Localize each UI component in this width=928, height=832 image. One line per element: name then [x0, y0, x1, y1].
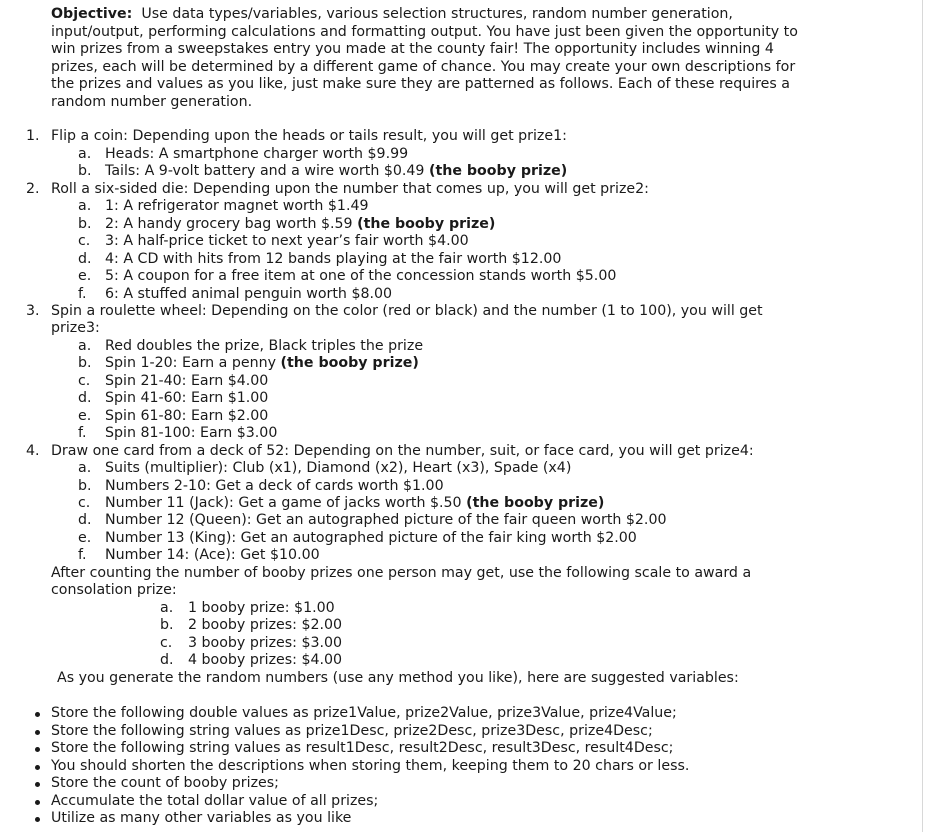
list-item-text: prize3: — [51, 320, 100, 336]
list-item-number: 3. — [26, 303, 40, 319]
subitem-text: Spin 41-60: Earn $1.00 — [105, 390, 269, 406]
subitem-marker: a. — [78, 198, 92, 214]
subitem-text: Spin 61-80: Earn $2.00 — [105, 408, 269, 424]
bullet-item: Store the following string values as prize1Desc, prize2Desc, prize3Desc, prize4Desc; — [51, 723, 653, 739]
subitem-text: 5: A coupon for a free item at one of the concession stands worth $5.00 — [105, 268, 617, 284]
subitem-marker: a. — [78, 338, 92, 354]
objective-line: random number generation. — [51, 93, 253, 110]
subitem-marker: b. — [78, 355, 92, 371]
objective-line: prizes, each will be determined by a different game of chance. You may create your own descriptions for — [51, 58, 796, 75]
consolation-text: After counting the number of booby prizes one person may get, use the following scale to award a — [51, 565, 752, 581]
subitem-text: 6: A stuffed animal penguin worth $8.00 — [105, 286, 393, 302]
bullet-item: Store the count of booby prizes; — [51, 775, 279, 791]
subitem-text: Number 11 (Jack): Get a game of jacks worth $.50 (the booby prize) — [105, 495, 605, 511]
subitem-marker: f. — [78, 425, 87, 441]
bullet-dot — [35, 817, 40, 822]
booby-prize-label: (the booby prize) — [357, 216, 496, 232]
subitem-marker: f. — [78, 547, 87, 563]
subitem-marker: e. — [78, 268, 92, 284]
list-item-text: Roll a six-sided die: Depending upon the number that comes up, you will get prize2: — [51, 181, 649, 197]
objective-text: Use data types/variables, various selection structures, random number generation, — [141, 6, 733, 22]
subitem-text: 1: A refrigerator magnet worth $1.49 — [105, 198, 369, 214]
subitem-marker: c. — [78, 373, 91, 389]
subitem-marker: d. — [78, 251, 92, 267]
consolation-marker: d. — [160, 652, 174, 668]
subitem-text: Red doubles the prize, Black triples the prize — [105, 338, 424, 354]
subitem-marker: d. — [78, 512, 92, 528]
subitem-marker: a. — [78, 146, 92, 162]
page-right-border — [922, 0, 923, 832]
objective-line: the prizes and values as you like, just make sure they are patterned as follows. Each of these requires a — [51, 76, 790, 92]
subitem-text: Number 14: (Ace): Get $10.00 — [105, 547, 320, 563]
bullet-item: Store the following string values as result1Desc, result2Desc, result3Desc, result4Desc; — [51, 740, 674, 756]
subitem-marker: b. — [78, 163, 92, 179]
booby-prize-label: (the booby prize) — [428, 163, 568, 179]
bullet-item: Utilize as many other variables as you like — [51, 810, 352, 826]
consolation-item: 1 booby prize: $1.00 — [188, 600, 335, 616]
subitem-text: Spin 1-20: Earn a penny (the booby prize) — [105, 355, 419, 371]
consolation-item: 4 booby prizes: $4.00 — [188, 652, 343, 668]
subitem-text: Spin 81-100: Earn $3.00 — [105, 425, 278, 441]
suggested-variables-intro: As you generate the random numbers (use any method you like), here are suggested variables: — [57, 670, 739, 686]
subitem-text: 2: A handy grocery bag worth $.59 (the booby prize) — [105, 216, 496, 232]
subitem-text: Numbers 2-10: Get a deck of cards worth $1.00 — [105, 478, 444, 494]
consolation-marker: b. — [160, 617, 174, 633]
consolation-item: 2 booby prizes: $2.00 — [188, 617, 343, 633]
list-item-text: Flip a coin: Depending upon the heads or tails result, you will get prize1: — [51, 128, 567, 144]
bullet-item: Accumulate the total dollar value of all prizes; — [51, 793, 379, 809]
list-item-number: 2. — [26, 181, 40, 197]
list-item-text: Draw one card from a deck of 52: Depending on the number, suit, or face card, you will get prize4: — [51, 443, 754, 459]
list-item-number: 1. — [26, 128, 40, 144]
subitem-text: Tails: A 9-volt battery and a wire worth $0.49 (the booby prize) — [105, 163, 568, 179]
booby-prize-label: (the booby prize) — [280, 355, 419, 371]
objective-label: Objective: — [51, 6, 133, 22]
bullet-dot — [35, 800, 40, 805]
subitem-text: 4: A CD with hits from 12 bands playing at the fair worth $12.00 — [105, 251, 562, 267]
subitem-marker: e. — [78, 408, 92, 424]
list-item-number: 4. — [26, 443, 40, 459]
objective-line: win prizes from a sweepstakes entry you made at the county fair! The opportunity includes winning 4 — [51, 41, 774, 57]
subitem-text: Spin 21-40: Earn $4.00 — [105, 373, 269, 389]
subitem-marker: c. — [78, 495, 91, 511]
consolation-marker: a. — [160, 600, 174, 616]
subitem-text: Number 13 (King): Get an autographed picture of the fair king worth $2.00 — [105, 530, 637, 546]
bullet-dot — [35, 782, 40, 787]
booby-prize-label: (the booby prize) — [466, 495, 605, 511]
subitem-text: 3: A half-price ticket to next year’s fair worth $4.00 — [105, 233, 469, 249]
subitem-marker: d. — [78, 390, 92, 406]
bullet-dot — [35, 730, 40, 735]
subitem-text: Heads: A smartphone charger worth $9.99 — [105, 146, 409, 162]
objective-line: input/output, performing calculations and formatting output. You have just been given the opportunity to — [51, 23, 798, 40]
consolation-text: consolation prize: — [51, 582, 177, 598]
subitem-marker: a. — [78, 460, 92, 476]
subitem-text: Suits (multiplier): Club (x1), Diamond (x2), Heart (x3), Spade (x4) — [105, 460, 572, 476]
bullet-item: Store the following double values as prize1Value, prize2Value, prize3Value, prize4Value; — [51, 705, 677, 721]
subitem-marker: e. — [78, 530, 92, 546]
subitem-marker: f. — [78, 286, 87, 302]
bullet-dot — [35, 765, 40, 770]
subitem-marker: b. — [78, 478, 92, 494]
bullet-dot — [35, 712, 40, 717]
subitem-text: Number 12 (Queen): Get an autographed picture of the fair queen worth $2.00 — [105, 512, 667, 528]
consolation-marker: c. — [160, 635, 173, 651]
subitem-marker: c. — [78, 233, 91, 249]
subitem-marker: b. — [78, 216, 92, 232]
consolation-item: 3 booby prizes: $3.00 — [188, 635, 343, 651]
bullet-item: You should shorten the descriptions when storing them, keeping them to 20 chars or less. — [51, 758, 690, 774]
list-item-text: Spin a roulette wheel: Depending on the color (red or black) and the number (1 to 100), you will get — [51, 303, 763, 319]
objective-line-1 — [51, 6, 733, 23]
bullet-dot — [35, 747, 40, 752]
